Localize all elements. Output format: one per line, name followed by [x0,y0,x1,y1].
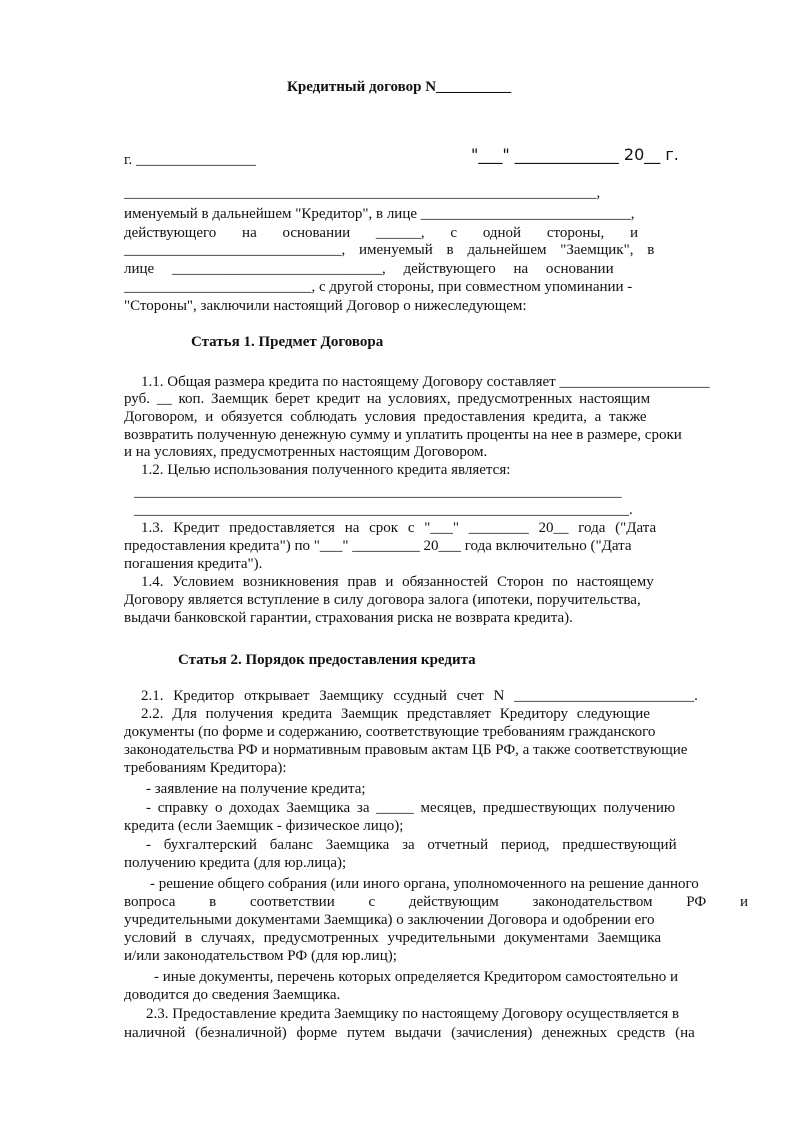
article-2-line: доводится до сведения Заемщика. [124,987,341,1003]
article-2-line: - решение общего собрания (или иного органа, уполномоченного на решение данного [150,876,699,892]
article-2-line: получению кредита (для юр.лица); [124,855,347,871]
article-2-heading: Статья 2. Порядок предоставления кредита [178,652,476,668]
article-2-line: наличной (безналичной) форме путем выдачи (зачисления) денежных средств (на [124,1025,695,1041]
article-2-line: законодательства РФ и нормативным правовым актам ЦБ РФ, а также соответствующие [124,742,688,758]
article-2-line: - бухгалтерский баланс Заемщика за отчетный период, предшествующий [146,837,677,853]
article-1-line: 1.3. Кредит предоставляется на срок с "___" ________ 20__ года ("Дата [141,520,657,536]
article-2-line: требованиям Кредитора): [124,760,287,776]
article-1-line: и на условиях, предусмотренных настоящим Договором. [124,444,488,460]
preamble-line: "Стороны", заключили настоящий Договор о нижеследующем: [124,298,527,314]
preamble-line: лице ____________________________, действующего на основании [124,261,614,277]
article-1-line: 1.1. Общая размера кредита по настоящему Договору составляет ____________________ [141,374,710,390]
preamble-line: именуемый в дальнейшем "Кредитор", в лице ____________________________, [124,206,635,222]
article-1-line: возвратить полученную денежную сумму и уплатить проценты на нее в размере, сроки [124,427,682,443]
preamble-line: действующего на основании ______, с одной стороны, и [124,225,638,241]
article-1-line: 1.4. Условием возникновения прав и обязанностей Сторон по настоящему [141,574,654,590]
city-line: г. ________________ [124,152,256,168]
article-1-line: _________________________________________________________________ [134,484,622,500]
article-2-line: учредительными документами Заемщика) о заключении Договора и одобрении его [124,912,655,928]
article-2-line: кредита (если Заемщик - физическое лицо); [124,818,404,834]
article-2-line: документы (по форме и содержанию, соответствующие требованиям гражданского [124,724,656,740]
article-1-line: выдачи банковской гарантии, страхования риска не возврата кредита). [124,610,573,626]
article-1-heading: Статья 1. Предмет Договора [191,334,384,350]
article-2-line: 2.2. Для получения кредита Заемщик представляет Кредитору следующие [141,706,650,722]
article-1-line: Договором, и обязуется соблюдать условия предоставления кредита, а также [124,409,647,425]
article-2-line: - заявление на получение кредита; [146,781,366,797]
article-1-line: __________________________________________________________________. [134,502,633,518]
article-2-line: - справку о доходах Заемщика за _____ месяцев, предшествующих получению [146,800,676,816]
article-2-line: 2.1. Кредитор открывает Заемщику ссудный счет N ________________________. [141,688,698,704]
article-2-line: и/или законодательством РФ (для юр.лиц); [124,948,397,964]
article-2-line: - иные документы, перечень которых определяется Кредитором самостоятельно и [154,969,679,985]
article-1-line: Договору является вступление в силу договора залога (ипотеки, поручительства, [124,592,641,608]
preamble-line: _______________________________________________________________, [124,185,601,201]
preamble-line: _________________________, с другой стороны, при совместном упоминании - [124,279,633,295]
article-1-line: 1.2. Целью использования полученного кредита является: [141,462,511,478]
article-1-line: предоставления кредита") по "___" _________ 20___ года включительно ("Дата [124,538,632,554]
article-2-line: вопроса в соответствии с действующим законодательством РФ и [124,894,749,910]
preamble-line: _____________________________, именуемый в дальнейшем "Заемщик", в [124,242,655,258]
date-line: "___" _____________ 20__ г. [471,145,679,164]
article-1-line: погашения кредита"). [124,556,263,572]
document-title: Кредитный договор N__________ [287,79,512,95]
article-2-line: условий в случаях, предусмотренных учредительными документами Заемщика [124,930,662,946]
article-1-line: руб. __ коп. Заемщик берет кредит на условиях, предусмотренных настоящим [124,391,651,407]
article-2-line: 2.3. Предоставление кредита Заемщику по настоящему Договору осуществляется в [146,1006,680,1022]
